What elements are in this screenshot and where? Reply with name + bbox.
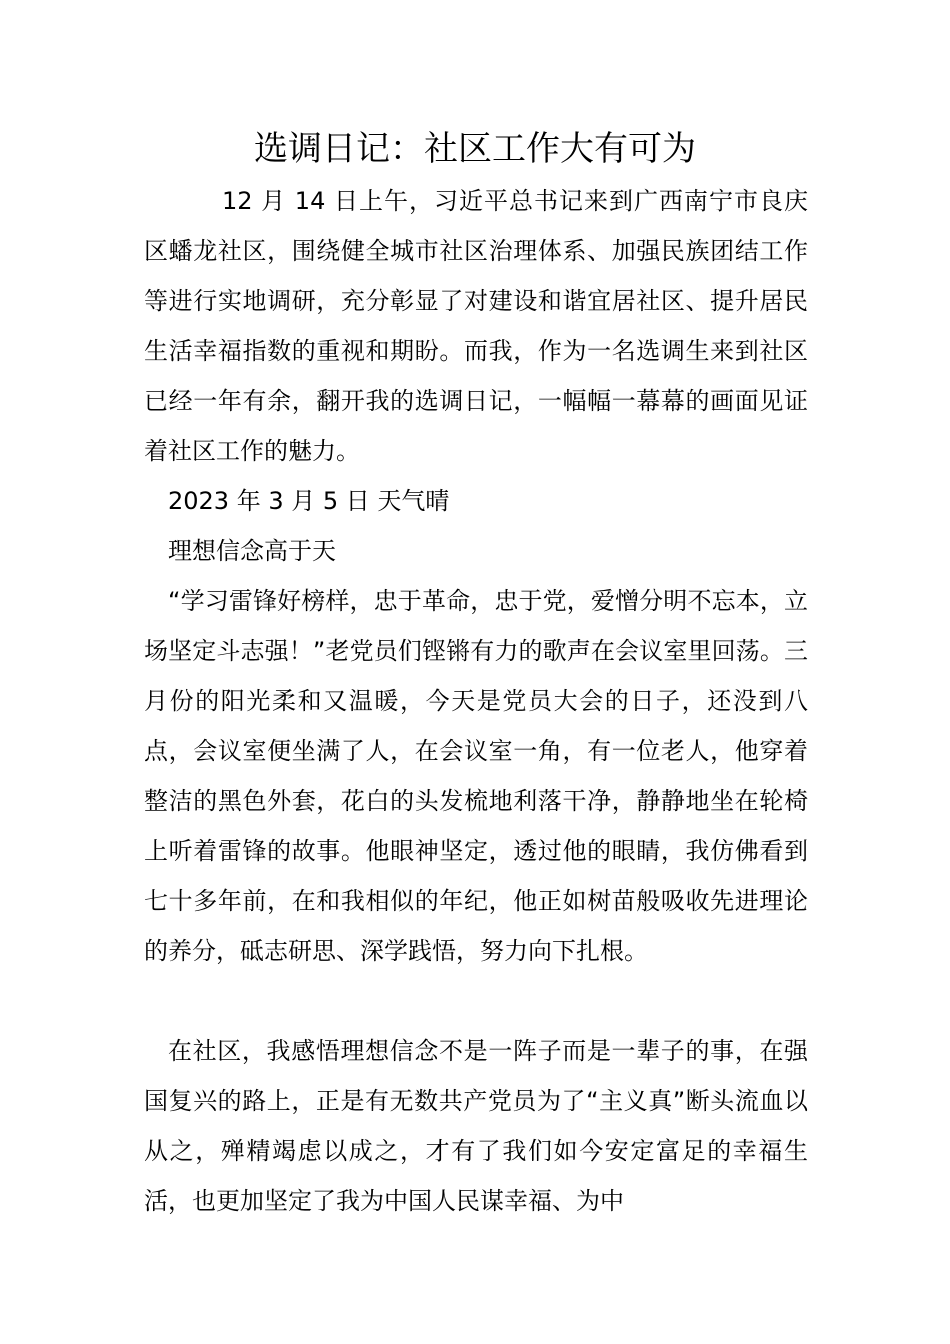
diary-date: 2023 年 3 月 5 日 天气晴: [168, 487, 450, 515]
document-title: 选调日记：社区工作大有可为: [254, 129, 696, 169]
paragraph-intro: 12 月 14 日上午，习近平总书记来到广西南宁市良庆区蟠龙社区，围绕健全城市社区治理体系、加强民族团结工作等进行实地调研，充分彰显了对建设和谐宜居社区、提升居民生活幸福指数的重视和期盼。而我，作为一名选调生来到社区已经一年有余，翻开我的选调日记，一幅幅一幕幕的画面见证着社区工作的魅力。: [144, 187, 808, 465]
section-heading: 理想信念高于天: [168, 537, 336, 565]
paragraph-reflection: 在社区，我感悟理想信念不是一阵子而是一辈子的事，在强国复兴的路上，正是有无数共产党员为了“主义真”断头流血以从之，殚精竭虑以成之，才有了我们如今安定富足的幸福生活，也更加坚定了我为中国人民谋幸福、为中: [144, 1037, 808, 1215]
paragraph-story: “学习雷锋好榜样，忠于革命，忠于党，爱憎分明不忘本，立场坚定斗志强！”老党员们铿锵有力的歌声在会议室里回荡。三月份的阳光柔和又温暖，今天是党员大会的日子，还没到八点，会议室便坐满了人，在会议室一角，有一位老人，他穿着整洁的黑色外套，花白的头发梳地利落干净，静静地坐在轮椅上听着雷锋的故事。他眼神坚定，透过他的眼睛，我仿佛看到七十多年前，在和我相似的年纪，他正如树苗般吸收先进理论的养分，砥志研思、深学践悟，努力向下扎根。: [144, 587, 808, 965]
